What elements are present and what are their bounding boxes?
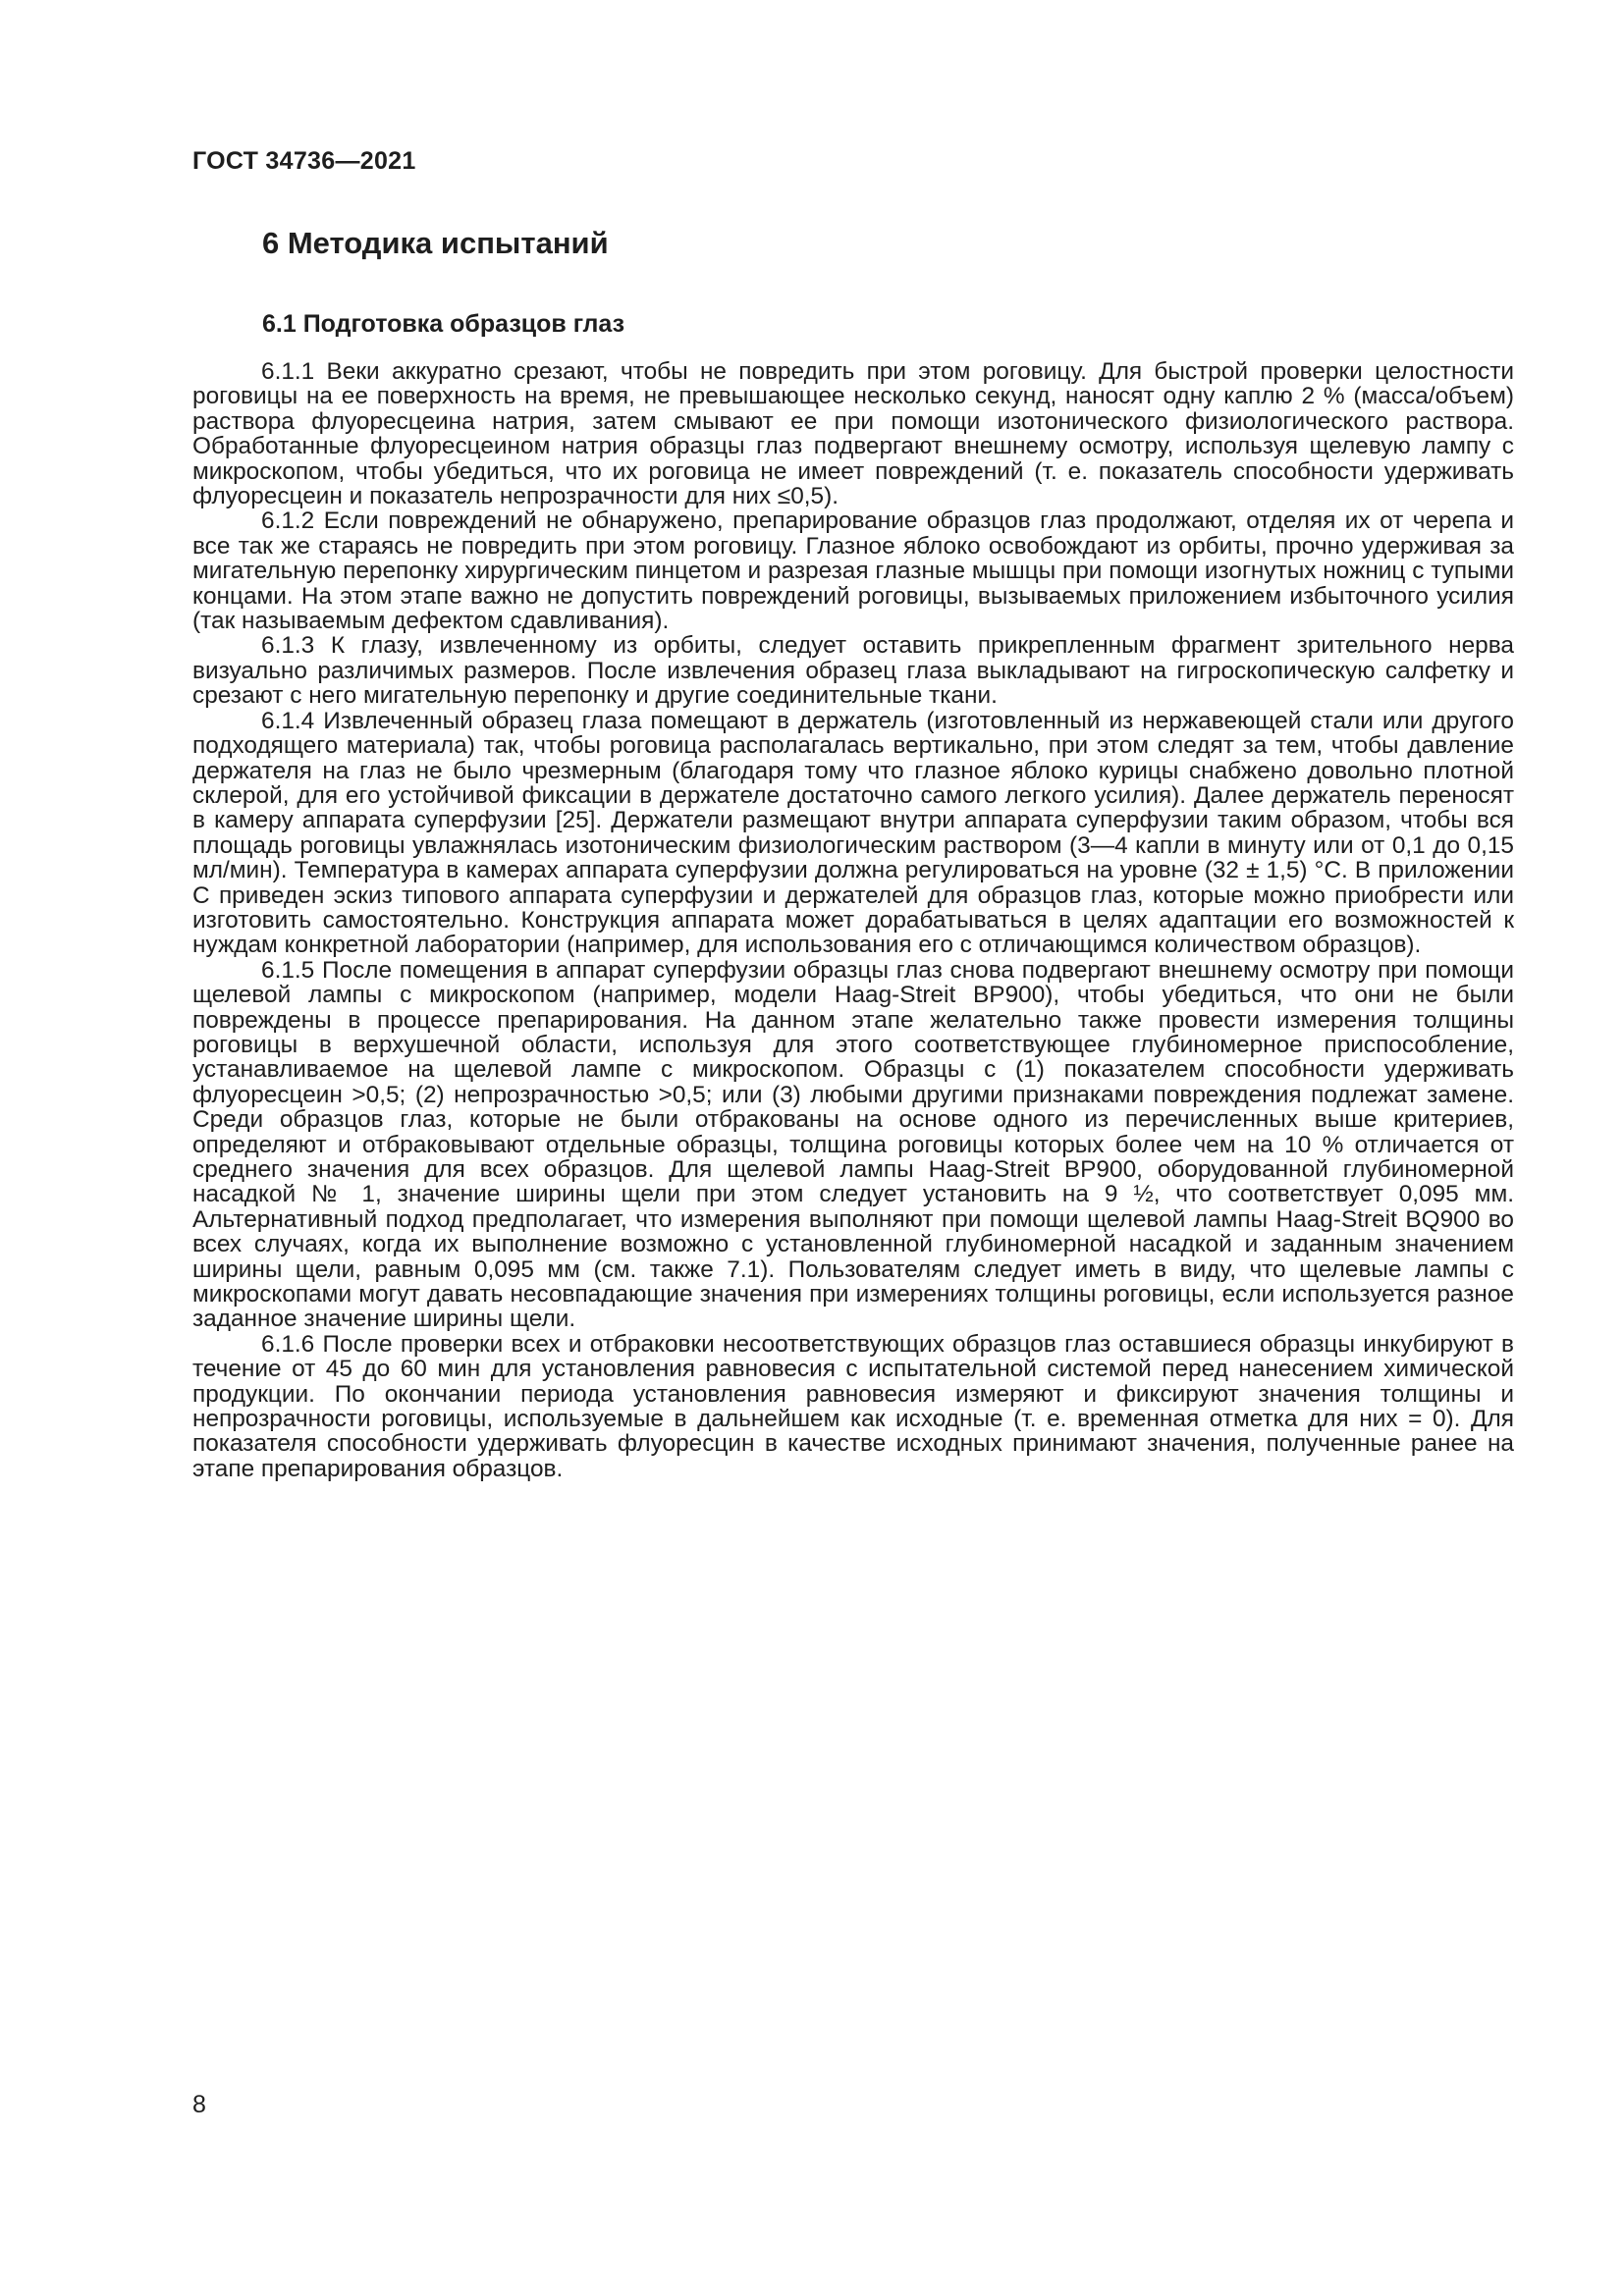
paragraph-6-1-4: 6.1.4 Извлеченный образец глаза помещают в держатель (изготовленный из нержавеющей стали или другого подходящего материала) так, чтобы роговица располагалась вертикально, при этом следят за тем, чтобы давление держателя на глаз не было чрезмерным (благодаря тому что глазное яблоко курицы снабжено довольно плотной склерой, для его устойчивой фиксации в держателе достаточно самого легкого усилия). Далее держатель переносят в камеру аппарата суперфузии [25]. Держатели размещают внутри аппарата суперфузии таким образом, чтобы вся площадь роговицы увлажнялась изотоническим физиологическим раствором (3—4 капли в минуту или от 0,1 до 0,15 мл/мин). Температура в камерах аппарата суперфузии должна регулироваться на уровне (32 ± 1,5) °С. В приложении С приведен эскиз типового аппарата суперфузии и держателей для образцов глаз, которые можно приобрести или изготовить самостоятельно. Конструкция аппарата может дорабатываться в целях адаптации его возможностей к нуждам конкретной лаборатории (например, для использования его с отличающимся количеством образцов). <box>192 707 1514 959</box>
paragraph-6-1-6: 6.1.6 После проверки всех и отбраковки несоответствующих образцов глаз оставшиеся образцы инкубируют в течение от 45 до 60 мин для установления равновесия с испытательной системой перед нанесением химической продукции. По окончании периода установления равновесия измеряют и фиксируют значения толщины и непрозрачности роговицы, используемые в дальнейшем как исходные (т. е. временная отметка для них = 0). Для показателя способности удерживать флуоресцин в качестве исходных принимают значения, полученные ранее на этапе препарирования образцов. <box>192 1330 1514 1482</box>
paragraph-6-1-3: 6.1.3 К глазу, извлеченному из орбиты, следует оставить прикрепленным фрагмент зрительного нерва визуально различимых размеров. После извлечения образец глаза выкладывают на гигроскопическую салфетку и срезают с него мигательную перепонку и другие соединительные ткани. <box>192 632 1514 710</box>
body-text <box>192 359 1514 1481</box>
section-title: 6 Методика испытаний <box>262 226 609 260</box>
paragraph-6-1-1: 6.1.1 Веки аккуратно срезают, чтобы не повредить при этом роговицу. Для быстрой проверки целостности роговицы на ее поверхность на время, не превышающее несколько секунд, наносят одну каплю 2 % (масса/объем) раствора флуоресцеина натрия, затем смывают ее при помощи изотонического физиологического раствора. Обработанные флуоресцеином натрия образцы глаз подвергают внешнему осмотру, используя щелевую лампу с микроскопом, чтобы убедиться, что их роговица не имеет повреждений (т. е. показатель способности удерживать флуоресцеин и показатель непрозрачности для них ≤0,5). <box>192 358 1514 510</box>
paragraph-6-1-2: 6.1.2 Если повреждений не обнаружено, препарирование образцов глаз продолжают, отделяя их от черепа и все так же стараясь не повредить при этом роговицу. Глазное яблоко освобождают из орбиты, прочно удерживая за мигательную перепонку хирургическим пинцетом и разрезая глазные мышцы при помощи изогнутых ножниц с тупыми концами. На этом этапе важно не допустить повреждений роговицы, вызываемых приложением избыточного усилия (так называемым дефектом сдавливания). <box>192 507 1514 635</box>
page-number: 8 <box>192 2091 206 2118</box>
paragraph-6-1-5: 6.1.5 После помещения в аппарат суперфузии образцы глаз снова подвергают внешнему осмотру при помощи щелевой лампы с микроскопом (например, модели Haag-Streit BP900), чтобы убедиться, что они не были повреждены в процессе препарирования. На данном этапе желательно также провести измерения толщины роговицы в верхушечной области, используя для этого соответствующее глубиномерное приспособление, устанавливаемое на щелевой лампе с микроскопом. Образцы с (1) показателем способности удерживать флуоресцеин >0,5; (2) непрозрачностью >0,5; или (3) любыми другими признаками повреждения подлежат замене. Среди образцов глаз, которые не были отбракованы на основе одного из перечисленных выше критериев, определяют и отбраковывают отдельные образцы, толщина роговицы которых более чем на 10 % отличается от среднего значения для всех образцов. Для щелевой лампы Haag-Streit BP900, оборудованной глубиномерной насадкой № 1, значение ширины щели при этом следует установить на 9 ½, что соответствует 0,095 мм. Альтернативный подход предполагает, что измерения выполняют при помощи щелевой лампы Haag-Streit BQ900 во всех случаях, когда их выполнение возможно с установленной глубиномерной насадкой и заданным значением ширины щели, равным 0,095 мм (см. также 7.1). Пользователям следует иметь в виду, что щелевые лампы с микроскопами могут давать несовпадающие значения при измерениях толщины роговицы, если используется разное заданное значение ширины щели. <box>192 956 1514 1333</box>
document-header: ГОСТ 34736—2021 <box>192 147 416 175</box>
subsection-title: 6.1 Подготовка образцов глаз <box>262 310 625 338</box>
